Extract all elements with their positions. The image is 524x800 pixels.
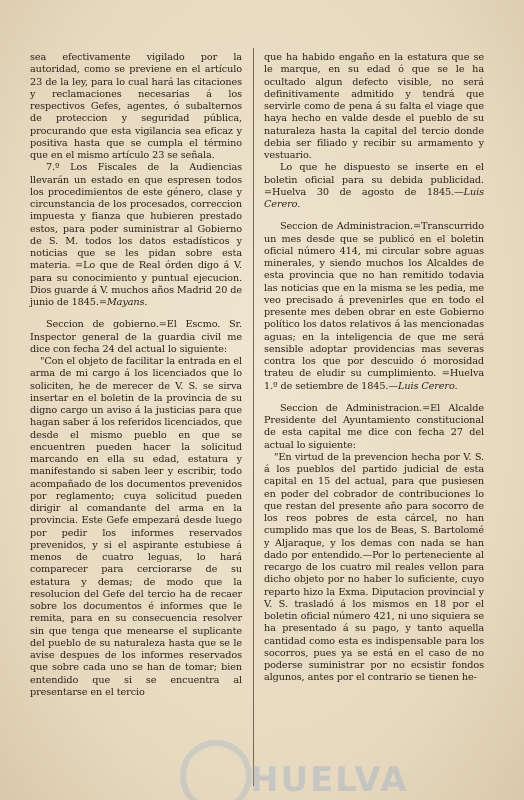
signature-cerero-2: Luis Cerero. bbox=[398, 380, 458, 392]
watermark-text: HUELVA bbox=[250, 760, 409, 800]
signature-cerero-1: Luis Cerero. bbox=[264, 186, 484, 210]
watermark-seal-icon bbox=[180, 740, 252, 800]
paragraph-estatura: que ha habido engaño en la estatura que se le marque, en su edad ó que se le ha ocultado algun defecto visible, no será definitivamente admitido y tendrá que servirle como de pena á su falta el viage que haya hecho en valde desde el pueblo de su naturaleza hasta la capital del tercio donde debia ser filiado y recibir su armamento y vestuario. bbox=[264, 52, 484, 161]
paragraph-seccion-gobierno: Seccion de gobierno.=El Escmo. Sr. Inspector general de la guardia civil me dice con fecha 24 del actual lo siguiente: bbox=[30, 319, 242, 355]
paragraph-fiscales: 7.º Los Fiscales de la Audiencias llevarán un estado en que espresen todos los procedimientos de este género, clase y circunstancia de los procesados, correccion impuesta y fianza que hubieren prestado estos, para poder suministrar al Gobierno de S. M. todos los datos estadísticos y noticias que se les pidan sobre esta materia. =Lo que de Real órden digo á V. para su conocimiento y puntual ejecucion. Dios guarde á V. muchos años Madrid 20 de junio de 1845.=Mayans. bbox=[30, 162, 242, 308]
paragraph-publicidad: Lo que he dispuesto se inserte en el boletin oficial para su debida publicidad. =Huelva 30 de agosto de 1845.—Luis Cerero. bbox=[264, 162, 484, 210]
paragraph-aguas-minerales: Seccion de Administracion.=Transcurrido un mes desde que se publicó en el boletin oficial número 414, mi circular sobre aguas minerales, y siendo muchos los Alcaldes de esta provincia que no han remitido todavia las noticias que en la misma se les pedia, me veo precisado á prevenirles que en todo el presente mes deben obrar en este Gobierno político los datos relativos á las mencionadas aguas; en la inteligencia de que me será sensible adoptar providencias mas severas contra los que por descuido ó morosidad trateu de eludir su cumplimiento. =Huelva 1.º de setiembre de 1845.—Luis Cerero. bbox=[264, 221, 484, 392]
signature-mayans: Mayans. bbox=[106, 297, 148, 308]
paragraph-vigilance: sea efectivamente vigilado por la autoridad, como se previene en el artículo 23 de la ley, para lo cual hará las citaciones y reclamaciones necesarias á los respectivos Gefes, agentes, ó subalternos de proteccion y seguridad pública, procurando que esta vigilancia sea eficaz y positiva hasta que se cumpla el término que en el mismo artículo 23 se señala. bbox=[30, 52, 242, 161]
right-column bbox=[264, 52, 484, 685]
left-column bbox=[30, 52, 242, 699]
paragraph-reos-pobres: "En virtud de la prevencion hecha por V. S. á los pueblos del partido judicial de esta capital en 15 del actual, para que pusiesen en poder del cobrador de contribuciones lo que restan del presente año para socorro de los reos pobres de esta cárcel, no han cumplido mas que los de Beas, S. Bartolomé y Aljaraque, y los demas con nada se han dado por entendido.—Por lo perteneciente al recargo de los cuatro mil reales vellon para dicho objeto por no haber lo suficiente, cuyo reparto hizo la Exma. Diputacion provincial y V. S. trasladó á los mismos en 18 por el boletin oficial número 421, ni uno siquiera se ha presentado á su pago, y tanto aquella cantidad como esta es indispensable para los socorros, pues ya se está en el caso de no poderse suministrar por no ecsistir fondos algunos, antes por el contrario se tienen he- bbox=[264, 451, 484, 684]
paragraph-guardia-civil-notice: "Con el objeto de facilitar la entrada en el arma de mi cargo á los licenciados que lo soliciten, he de merecer de V. S. se sirva insertar en el boletin de la provincia de su digno cargo un aviso á la justicias para que hagan saber á los referidos licenciados, que desde el mismo pueblo en que se encuentren pueden hacer la solicitud marcando en ella su edad, estatura y manifestando si saben leer y escribir, todo acompañado de los documentos prevenidos por reglamento; cuya solicitud pueden dirigir al comandante del arma en la provincia. Este Gefe empezará desde luego por pedir los informes reservados prevenidos, y si el aspirante estubiese á menos de cuatro leguas, lo hará comparecer para cerciorarse de su estatura y demas; de modo que la resolucion del Gefe del tercio ha de recaer sobre los documentos é informes que le remita, para en su consecuencia resolver sin que tenga que menearse el suplicante del pueblo de su naturaleza hasta que se le avise despues de los informes reservados que sobre cada uno se han de tomar; bien entendido que si se encuentra al presentarse en el tercio bbox=[30, 356, 242, 698]
column-divider bbox=[253, 48, 254, 786]
paragraph-alcalde: Seccion de Administracion.=El Alcalde Presidente del Ayuntamiento constitucional de esta capital me dice con fecha 27 del actual lo siguiente: bbox=[264, 402, 484, 451]
